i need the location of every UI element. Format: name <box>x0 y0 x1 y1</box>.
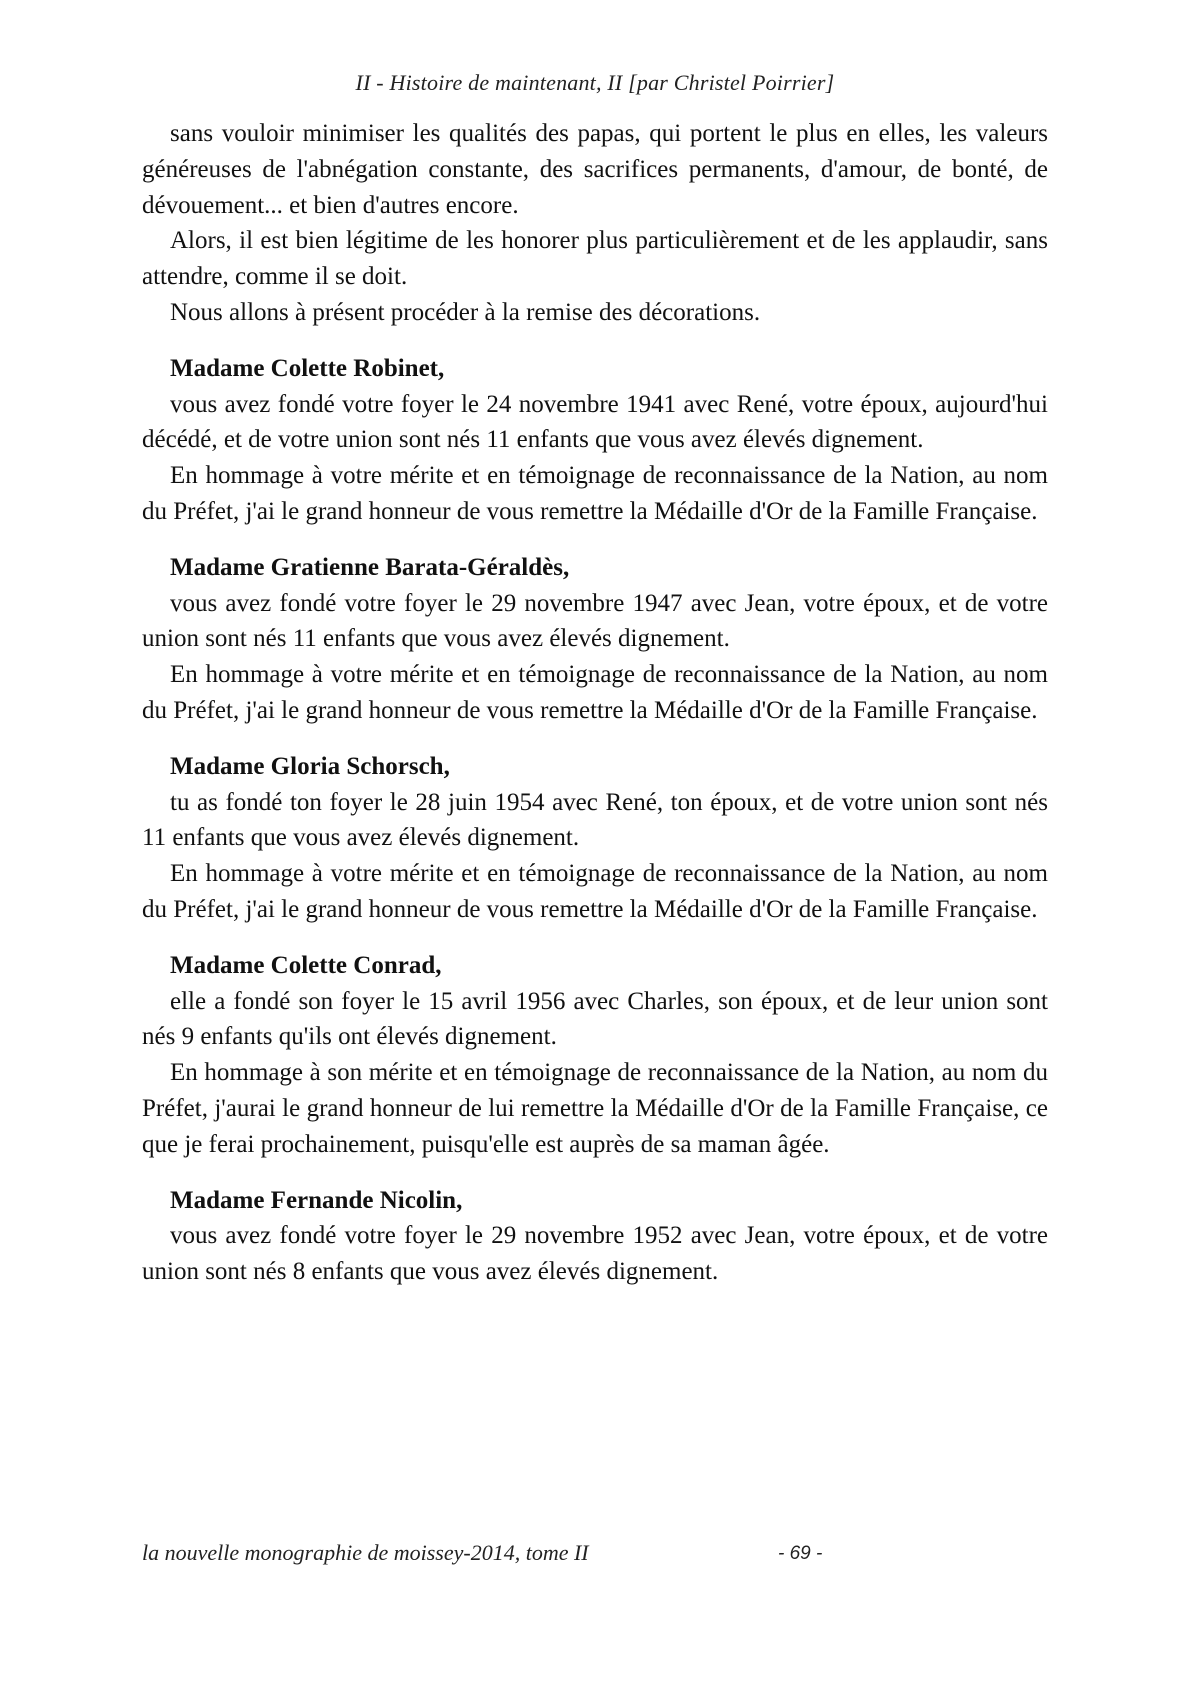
page-number: - 69 - <box>778 1543 823 1564</box>
section-paragraph: elle a fondé son foyer le 15 avril 1956 avec Charles, son époux, et de leur union sont nés 9 enfants qu'ils ont élevés dignement. <box>142 987 1048 1051</box>
footer-book-title: la nouvelle monographie de moissey-2014, tome II <box>142 1540 589 1565</box>
section-paragraph: vous avez fondé votre foyer le 24 novembre 1941 avec René, votre époux, aujourd'hui décédé, et de votre union sont nés 11 enfants que vous avez élevés dignement. <box>142 390 1048 454</box>
section-paragraph: En hommage à votre mérite et en témoignage de reconnaissance de la Nation, au nom du Préfet, j'ai le grand honneur de vous remettre la Médaille d'Or de la Famille Française. <box>142 661 1048 724</box>
section-paragraph: En hommage à votre mérite et en témoignage de reconnaissance de la Nation, au nom du Préfet, j'ai le grand honneur de vous remettre la Médaille d'Or de la Famille Française. <box>142 462 1048 525</box>
intro-paragraph: Nous allons à présent procéder à la remise des décorations. <box>170 298 761 326</box>
section-paragraph: En hommage à votre mérite et en témoignage de reconnaissance de la Nation, au nom du Préfet, j'ai le grand honneur de vous remettre la Médaille d'Or de la Famille Française. <box>142 860 1048 923</box>
running-header: II - Histoire de maintenant, II [par Christel Poirrier] <box>355 70 835 95</box>
page-body <box>142 116 1048 1290</box>
section-paragraph: vous avez fondé votre foyer le 29 novembre 1947 avec Jean, votre époux, et de votre union sont nés 11 enfants que vous avez élevés dignement. <box>142 589 1048 653</box>
intro-paragraph: sans vouloir minimiser les qualités des papas, qui portent le plus en elles, les valeurs généreuses de l'abnégation constante, des sacrifices permanents, d'amour, de bonté, de dévouement... et bien d'autres encore. <box>142 120 1048 219</box>
intro-paragraph: Alors, il est bien légitime de les honorer plus particulièrement et de les applaudir, sans attendre, comme il se doit. <box>142 227 1048 291</box>
section-paragraph: En hommage à son mérite et en témoignage de reconnaissance de la Nation, au nom du Préfet, j'aurai le grand honneur de lui remettre la Médaille d'Or de la Famille Française, ce que je ferai prochainement, puisqu'elle est auprès de sa maman âgée. <box>142 1059 1048 1158</box>
honoree-name: Madame Gratienne Barata-Géraldès, <box>170 553 570 581</box>
honoree-name: Madame Colette Robinet, <box>170 354 445 382</box>
section-paragraph: tu as fondé ton foyer le 28 juin 1954 avec René, ton époux, et de votre union sont nés 11 enfants que vous avez élevés dignement. <box>142 788 1048 852</box>
honoree-name: Madame Gloria Schorsch, <box>170 752 450 780</box>
honoree-name: Madame Fernande Nicolin, <box>170 1186 463 1214</box>
section-paragraph: vous avez fondé votre foyer le 29 novembre 1952 avec Jean, votre époux, et de votre union sont nés 8 enfants que vous avez élevés dignement. <box>142 1222 1048 1286</box>
honoree-name: Madame Colette Conrad, <box>170 951 442 979</box>
